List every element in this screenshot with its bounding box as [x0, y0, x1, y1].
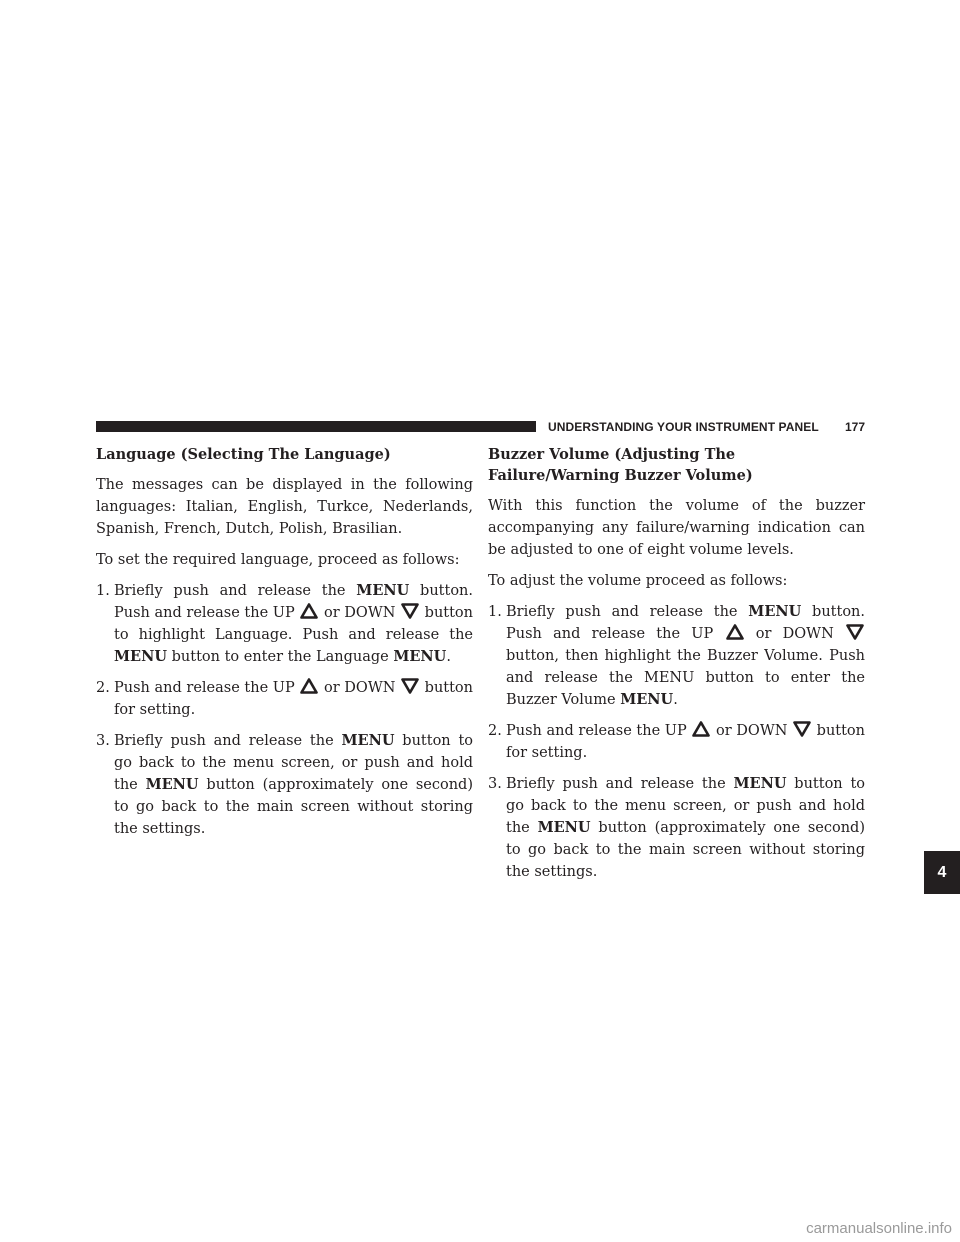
buzzer-step-1: [488, 601, 865, 711]
buzzer-intro: With this function the volume of the buzzer accompanying any failure/warning indication can be adjusted to one of eight volume levels.: [488, 498, 865, 558]
menu-keyword: MENU: [393, 648, 447, 665]
step-number: 1.: [96, 583, 110, 599]
language-lead: To set the required language, proceed as follows:: [96, 552, 460, 568]
buzzer-heading: Buzzer Volume (Adjusting The Failure/Warning Buzzer Volume): [488, 446, 753, 484]
language-step-1: [96, 580, 473, 668]
step-number: 1.: [488, 604, 502, 620]
down-arrow-icon: [401, 603, 419, 619]
buzzer-section: [488, 444, 865, 892]
menu-keyword: MENU: [356, 582, 410, 599]
menu-keyword: MENU: [114, 648, 168, 665]
up-arrow-icon: [300, 603, 318, 619]
buzzer-step-3: [488, 773, 865, 883]
step-text: Briefly push and release the MENU button. Push and release the UP or DOWN button to highlight Language. Push and release the MENU button to enter the Language MENU.: [114, 582, 474, 665]
language-heading: Language (Selecting The Language): [96, 446, 391, 463]
menu-keyword: MENU: [620, 691, 674, 708]
up-arrow-icon: [726, 624, 744, 640]
buzzer-step-2: [488, 720, 865, 764]
step-number: 2.: [96, 680, 110, 696]
menu-keyword: MENU: [733, 775, 787, 792]
step-text: Push and release the UP or DOWN button for setting.: [506, 723, 865, 761]
step-number: 3.: [488, 776, 502, 792]
language-section: [96, 444, 473, 849]
language-step-3: [96, 730, 473, 840]
step-text: Briefly push and release the MENU button to go back to the menu screen, or push and hold the MENU button (approximately one second) to go back to the main screen without storing the settings.: [506, 775, 865, 880]
step-text: Briefly push and release the MENU button. Push and release the UP or DOWN button, then highlight the Buzzer Volume. Push and release the MENU button to enter the Buzzer Volume MENU.: [506, 603, 866, 708]
menu-keyword: MENU: [537, 819, 591, 836]
language-step-2: [96, 677, 473, 721]
down-arrow-icon: [401, 678, 419, 694]
header-rule: [96, 421, 536, 432]
buzzer-lead: To adjust the volume proceed as follows:: [488, 573, 788, 589]
chapter-tab: 4: [924, 851, 960, 894]
up-arrow-icon: [300, 678, 318, 694]
step-number: 3.: [96, 733, 110, 749]
menu-keyword: MENU: [748, 603, 802, 620]
step-text: Push and release the UP or DOWN button for setting.: [114, 680, 473, 718]
page-number: 177: [844, 420, 865, 434]
section-title: UNDERSTANDING YOUR INSTRUMENT PANEL: [548, 420, 819, 434]
step-number: 2.: [488, 723, 502, 739]
menu-keyword: MENU: [341, 732, 395, 749]
step-text: Briefly push and release the MENU button to go back to the menu screen, or push and hold the MENU button (approximately one second) to go back to the main screen without storing the settings.: [114, 732, 473, 837]
up-arrow-icon: [692, 721, 710, 737]
language-intro: The messages can be displayed in the following languages: Italian, English, Turkce, Nederlands, Spanish, French, Dutch, Polish, Brasilian.: [96, 477, 473, 537]
down-arrow-icon: [846, 624, 864, 640]
watermark: carmanualsonline.info: [806, 1220, 952, 1237]
down-arrow-icon: [793, 721, 811, 737]
menu-keyword: MENU: [145, 776, 199, 793]
